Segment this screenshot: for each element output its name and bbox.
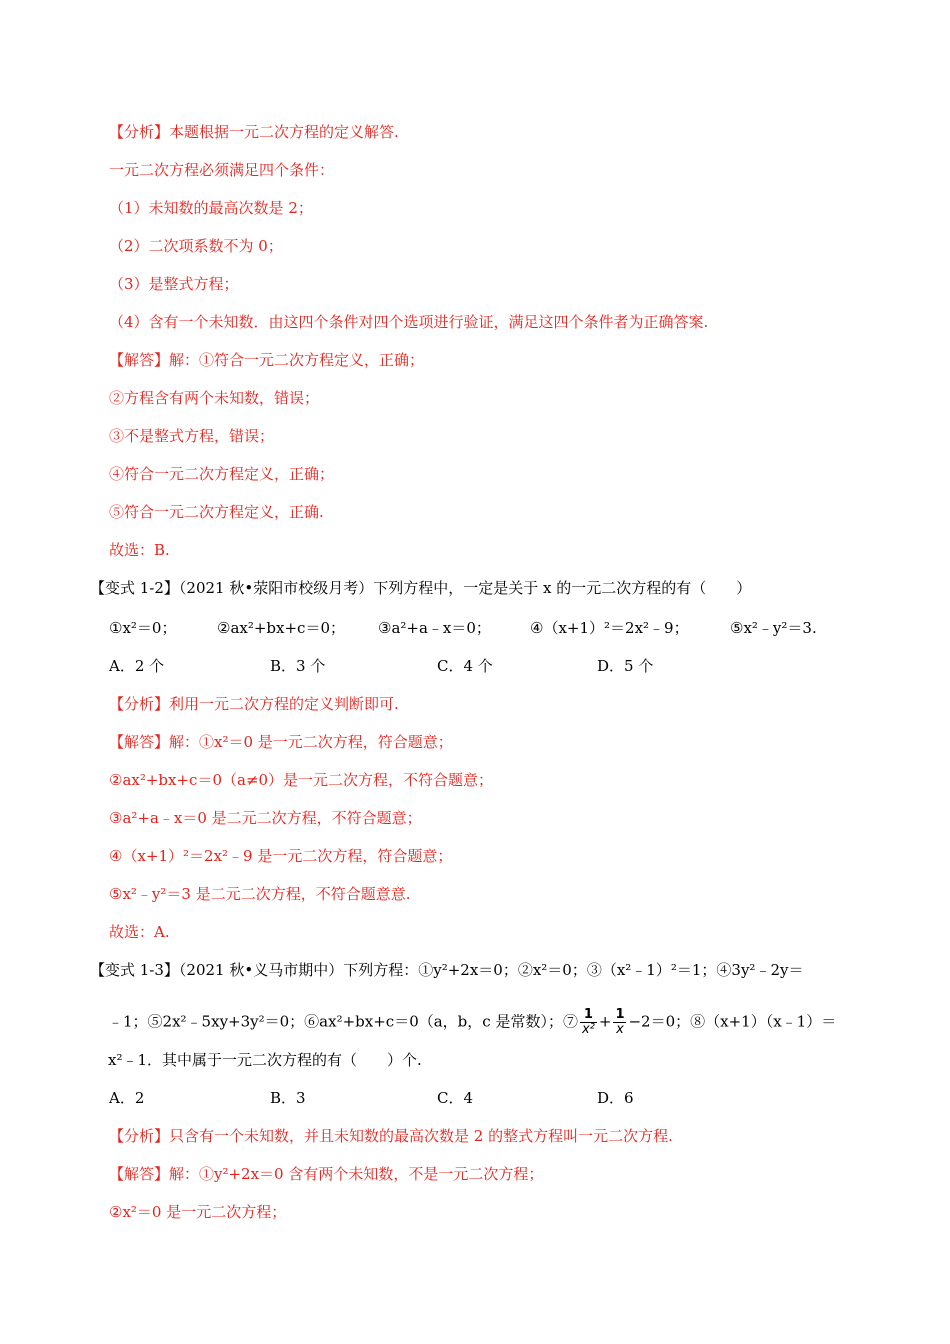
answer-item-2: ②ax²+bx+c＝0（a≠0）是一元二次方程，不符合题意； [109,771,494,789]
conclusion: 故选：A. [109,923,170,941]
condition-3: （3）是整式方程； [109,275,239,293]
answer-item-5: ⑤x²﹣y²＝3 是二元二次方程，不符合题意意. [109,885,411,903]
condition-4: （4）含有一个未知数．由这四个条件对四个选项进行验证，满足这四个条件者为正确答案. [109,313,709,331]
equations-part-b: −2＝0；⑧（x+1）（x﹣1）＝ [628,1012,837,1031]
fraction-numerator: 1 [580,1008,597,1023]
answer-item-3: ③不是整式方程，错误； [109,427,275,445]
fraction-1-over-x-squared [580,1008,597,1037]
option-a: A．2 [109,1089,145,1107]
equations-part-a: ﹣1；⑤2x²﹣5xy+3y²＝0；⑥ax²+bx+c＝0（a，b，c 是常数）；⑦ [108,1012,578,1031]
option-d: D．5 个 [597,657,654,675]
analysis-line: 【分析】利用一元二次方程的定义判断即可. [109,695,399,713]
answer-item-4: ④符合一元二次方程定义，正确； [109,465,335,483]
plus-sign: + [598,1012,612,1031]
fraction-denominator: x² [581,1022,595,1037]
equation-3: ③a²+a﹣x＝0； [378,619,491,637]
answer-item-2: ②方程含有两个未知数，错误； [109,389,320,407]
fraction-1-over-x [613,1008,626,1037]
equation-1: ①x²＝0； [109,619,177,637]
equation-5: ⑤x²﹣y²＝3. [730,619,817,637]
option-b: B．3 个 [270,657,326,675]
answer-item-2: ②x²＝0 是一元二次方程； [109,1203,287,1221]
answer-item-4: ④（x+1）²＝2x²﹣9 是一元二次方程，符合题意； [109,847,453,865]
condition-2: （2）二次项系数不为 0； [109,237,283,255]
equation-2: ②ax²+bx+c＝0； [217,619,346,637]
answer-head: 【解答】解：①y²+2x＝0 含有两个未知数，不是一元二次方程； [109,1165,544,1183]
variant-1-2-header: 【变式 1-2】（2021 秋•荥阳市校级月考）下列方程中，一定是关于 x 的一元二次方程的有（ ） [90,579,752,597]
answer-item-5: ⑤符合一元二次方程定义，正确. [109,503,324,521]
option-d: D．6 [597,1089,634,1107]
option-c: C．4 [437,1089,474,1107]
answer-head: 【解答】解：①x²＝0 是一元二次方程，符合题意； [109,733,453,751]
variant-1-3-question: x²﹣1．其中属于一元二次方程的有（ ）个. [108,1051,422,1069]
option-a: A．2 个 [109,657,165,675]
answer-head: 【解答】解：①符合一元二次方程定义，正确； [109,351,425,369]
answer-item-3: ③a²+a﹣x＝0 是二元二次方程，不符合题意； [109,809,422,827]
conditions-intro: 一元二次方程必须满足四个条件： [109,161,335,179]
fraction-numerator: 1 [615,1007,625,1022]
analysis-line: 【分析】本题根据一元二次方程的定义解答. [109,123,399,141]
variant-1-3-header: 【变式 1-3】（2021 秋•义马市期中）下列方程：①y²+2x＝0；②x²＝0；③（x²﹣1）²＝1；④3y²﹣2y＝ [90,961,804,979]
option-b: B．3 [270,1089,306,1107]
fraction-denominator: x [616,1022,624,1037]
analysis-line: 【分析】只含有一个未知数，并且未知数的最高次数是 2 的整式方程叫一元二次方程. [109,1127,673,1145]
option-c: C．4 个 [437,657,493,675]
condition-1: （1）未知数的最高次数是 2； [109,199,313,217]
equation-4: ④（x+1）²＝2x²﹣9； [530,619,689,637]
variant-1-3-equations [108,1008,836,1037]
conclusion: 故选：B. [109,541,170,559]
